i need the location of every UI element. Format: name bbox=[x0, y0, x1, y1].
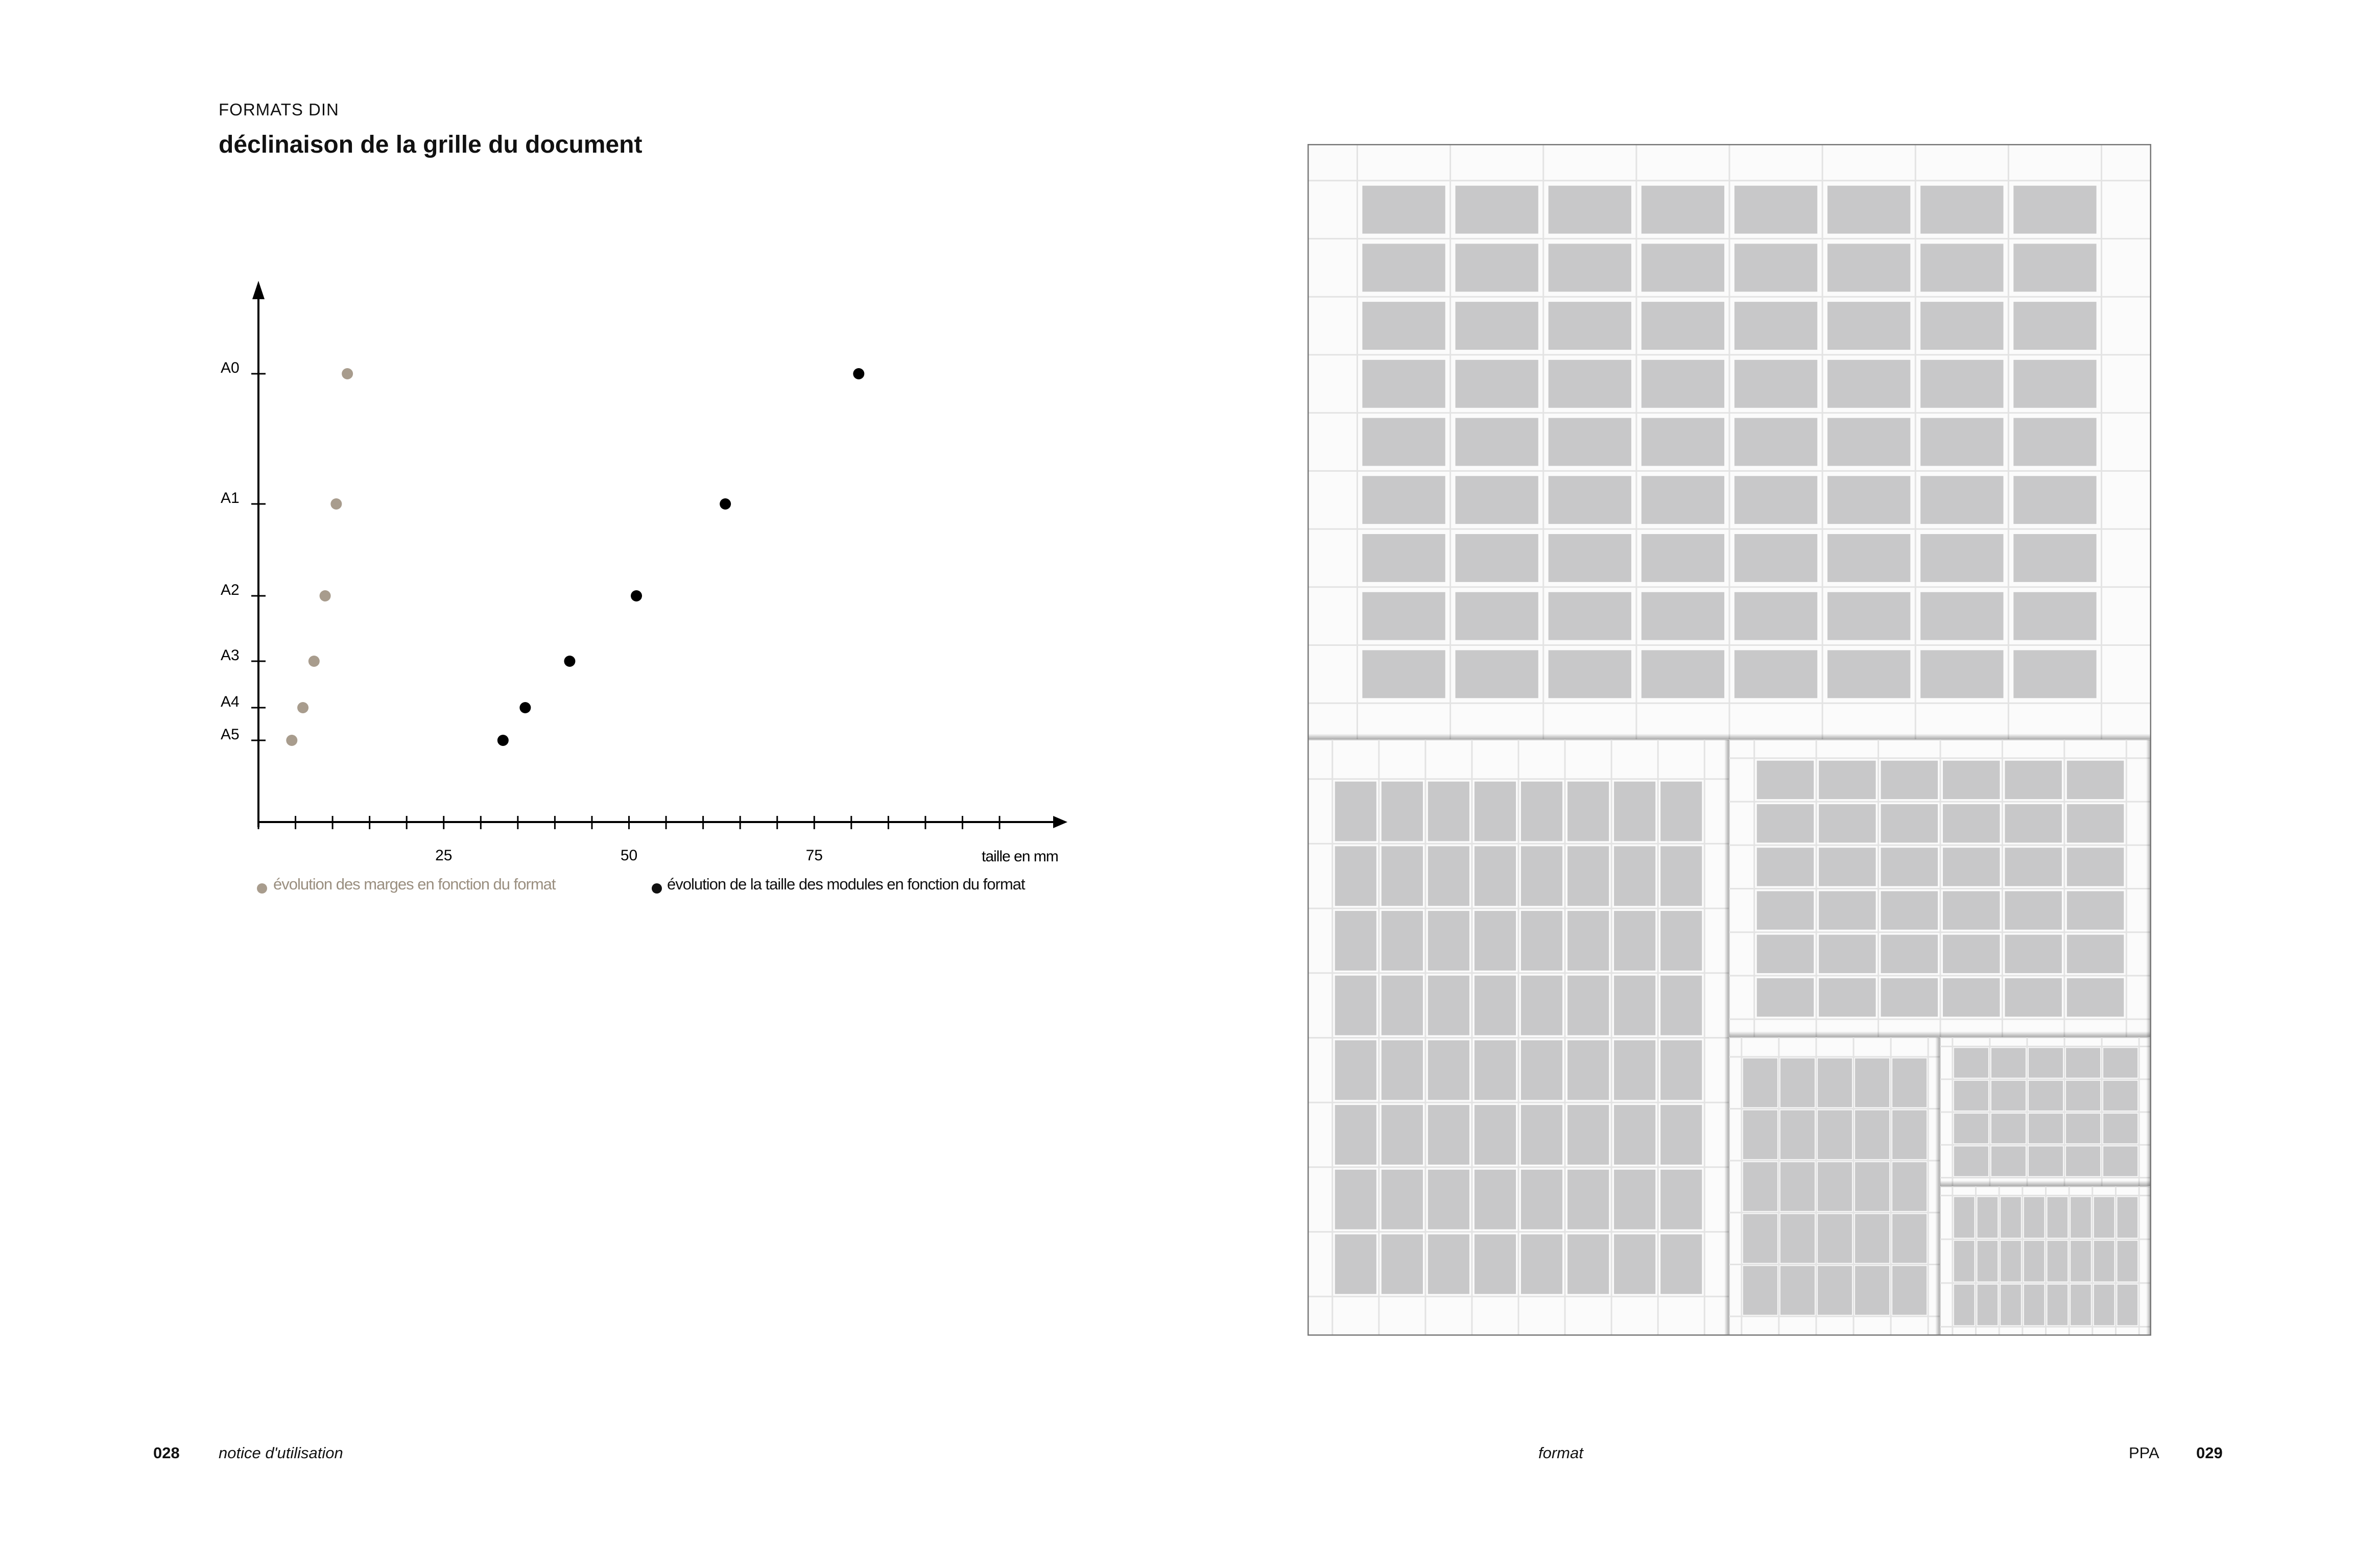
grid-module bbox=[1920, 418, 2003, 466]
grid-module bbox=[2094, 1285, 2114, 1325]
left-footer-label: notice d'utilisation bbox=[219, 1444, 343, 1462]
grid-module bbox=[1954, 1197, 1975, 1238]
grid-module bbox=[2005, 891, 2062, 929]
grid-module bbox=[1642, 186, 1724, 234]
grid-module bbox=[1757, 848, 1814, 886]
grid-module bbox=[1892, 1162, 1927, 1211]
grid-panel-a6 bbox=[1940, 1187, 2151, 1336]
grid-module bbox=[2067, 935, 2124, 973]
grid-module bbox=[2013, 302, 2096, 350]
y-tick-label: A0 bbox=[221, 359, 240, 376]
grid-module bbox=[2005, 804, 2062, 842]
grid-module bbox=[1991, 1081, 2026, 1111]
grid-module bbox=[1362, 302, 1445, 350]
grid-module bbox=[1819, 978, 1876, 1017]
x-tick-label: 75 bbox=[805, 847, 823, 864]
grid-module bbox=[1521, 1040, 1562, 1100]
grid-module bbox=[1920, 592, 2003, 640]
grid-module bbox=[2029, 1048, 2063, 1077]
grid-module bbox=[2005, 848, 2062, 886]
grid-module bbox=[1335, 1235, 1376, 1294]
grid-module bbox=[2103, 1081, 2137, 1111]
grid-module bbox=[1734, 244, 1817, 292]
grid-module bbox=[1382, 1170, 1423, 1229]
grid-module bbox=[1567, 976, 1609, 1035]
grid-module bbox=[2001, 1285, 2021, 1325]
grid-module bbox=[1642, 302, 1724, 350]
grid-module bbox=[1743, 1162, 1777, 1211]
grid-module bbox=[1382, 1105, 1423, 1165]
grid-module bbox=[1475, 1040, 1516, 1100]
grid-module bbox=[1567, 782, 1609, 841]
legend-modules: évolution de la taille des modules en fonction du format bbox=[667, 875, 1025, 893]
grid-module bbox=[1978, 1241, 1998, 1282]
grid-module bbox=[2024, 1285, 2045, 1325]
grid-module bbox=[1362, 650, 1445, 698]
grid-module bbox=[1521, 911, 1562, 971]
section-kicker: FORMATS DIN bbox=[219, 100, 339, 119]
grid-module bbox=[2066, 1048, 2100, 1077]
chart-axes bbox=[252, 281, 1067, 828]
grid-module bbox=[1881, 761, 1938, 799]
grid-module bbox=[1892, 1111, 1927, 1160]
grid-module bbox=[1954, 1285, 1975, 1325]
grid-module bbox=[1660, 1235, 1702, 1294]
grid-module bbox=[2103, 1146, 2137, 1176]
grid-module bbox=[1362, 418, 1445, 466]
module-point bbox=[519, 702, 531, 713]
grid-module bbox=[1954, 1114, 1988, 1143]
grid-module bbox=[1757, 935, 1814, 973]
grid-module bbox=[1827, 650, 1910, 698]
y-axis-arrow bbox=[252, 281, 265, 299]
grid-module bbox=[1978, 1285, 1998, 1325]
grid-module bbox=[1428, 846, 1469, 906]
grid-module bbox=[2001, 1241, 2021, 1282]
margin-point bbox=[297, 702, 308, 713]
x-axis-arrow bbox=[1053, 816, 1067, 828]
grid-module bbox=[1881, 804, 1938, 842]
grid-module bbox=[1362, 244, 1445, 292]
grid-module bbox=[1362, 360, 1445, 408]
grid-panel-a1 bbox=[1308, 144, 2151, 740]
grid-module bbox=[2024, 1241, 2045, 1282]
grid-module bbox=[1456, 360, 1538, 408]
grid-module bbox=[1954, 1241, 1975, 1282]
margin-point bbox=[320, 590, 331, 601]
grid-module bbox=[1660, 782, 1702, 841]
grid-module bbox=[1954, 1048, 1988, 1077]
margin-point bbox=[330, 498, 342, 510]
grid-module bbox=[1855, 1214, 1889, 1263]
data-points bbox=[286, 368, 864, 746]
module-point bbox=[564, 656, 575, 667]
grid-module bbox=[1549, 360, 1631, 408]
grid-module bbox=[1614, 1235, 1655, 1294]
grid-module bbox=[1642, 592, 1724, 640]
grid-module bbox=[1827, 360, 1910, 408]
grid-module bbox=[1567, 911, 1609, 971]
grid-module bbox=[1920, 360, 2003, 408]
grid-module bbox=[1734, 592, 1817, 640]
grid-module bbox=[1757, 804, 1814, 842]
grid-module bbox=[1456, 592, 1538, 640]
grid-module bbox=[1567, 1235, 1609, 1294]
grid-module bbox=[1335, 782, 1376, 841]
grid-module bbox=[1456, 534, 1538, 582]
x-tick-label: 25 bbox=[435, 847, 453, 864]
y-tick-label: A3 bbox=[221, 647, 240, 664]
grid-module bbox=[2013, 534, 2096, 582]
grid-module bbox=[1818, 1111, 1852, 1160]
grid-module bbox=[1382, 976, 1423, 1035]
grid-module bbox=[1818, 1162, 1852, 1211]
page-title: déclinaison de la grille du document bbox=[219, 131, 643, 158]
grid-module bbox=[1335, 911, 1376, 971]
grid-module bbox=[1549, 476, 1631, 524]
panel-shadow bbox=[1724, 740, 1729, 1336]
grid-module bbox=[1819, 935, 1876, 973]
grid-module bbox=[2013, 418, 2096, 466]
grid-module bbox=[1521, 1105, 1562, 1165]
grid-module bbox=[2103, 1114, 2137, 1143]
grid-module bbox=[1614, 846, 1655, 906]
module-point bbox=[631, 590, 642, 601]
grid-module bbox=[1428, 911, 1469, 971]
grid-module bbox=[1881, 978, 1938, 1017]
grid-module bbox=[1549, 302, 1631, 350]
grid-module bbox=[1382, 1235, 1423, 1294]
grid-module bbox=[1827, 476, 1910, 524]
grid-module bbox=[1881, 891, 1938, 929]
grid-module bbox=[2071, 1285, 2091, 1325]
grid-module bbox=[1734, 650, 1817, 698]
grid-module bbox=[1642, 418, 1724, 466]
grid-module bbox=[2117, 1285, 2137, 1325]
grid-module bbox=[2013, 360, 2096, 408]
grid-panel-a4 bbox=[1729, 1038, 1940, 1336]
grid-module bbox=[1549, 244, 1631, 292]
grid-module bbox=[1920, 186, 2003, 234]
grid-module bbox=[1660, 1105, 1702, 1165]
grid-module bbox=[1549, 186, 1631, 234]
grid-module bbox=[1827, 244, 1910, 292]
margin-point bbox=[342, 368, 353, 379]
grid-module bbox=[1521, 1235, 1562, 1294]
grid-module bbox=[1943, 848, 2000, 886]
grid-module bbox=[1757, 891, 1814, 929]
grid-module bbox=[1642, 476, 1724, 524]
grid-module bbox=[1780, 1111, 1815, 1160]
grid-module bbox=[1660, 976, 1702, 1035]
grid-module bbox=[1743, 1266, 1777, 1315]
grid-module bbox=[1567, 1170, 1609, 1229]
grid-module bbox=[1549, 592, 1631, 640]
grid-module bbox=[1335, 1105, 1376, 1165]
right-footer-label: PPA bbox=[2129, 1444, 2159, 1462]
grid-module bbox=[2029, 1081, 2063, 1111]
grid-module bbox=[1362, 534, 1445, 582]
grid-module bbox=[1827, 534, 1910, 582]
panel-shadow bbox=[1308, 734, 2151, 740]
grid-module bbox=[2067, 761, 2124, 799]
grid-module bbox=[1943, 891, 2000, 929]
grid-module bbox=[1827, 592, 1910, 640]
right-page-number: 029 bbox=[2196, 1444, 2223, 1462]
grid-module bbox=[1567, 1105, 1609, 1165]
x-axis-ticks bbox=[258, 816, 1058, 865]
grid-module bbox=[1475, 976, 1516, 1035]
grid-module bbox=[1734, 534, 1817, 582]
grid-module bbox=[2117, 1241, 2137, 1282]
grid-module bbox=[1428, 1105, 1469, 1165]
grid-module bbox=[1362, 592, 1445, 640]
grid-module bbox=[2024, 1197, 2045, 1238]
grid-module bbox=[1456, 244, 1538, 292]
grid-module bbox=[1855, 1266, 1889, 1315]
grid-module bbox=[1734, 186, 1817, 234]
grid-module bbox=[1734, 360, 1817, 408]
grid-format-illustration bbox=[1308, 144, 2151, 1336]
grid-module bbox=[2005, 978, 2062, 1017]
grid-module bbox=[1642, 650, 1724, 698]
grid-module bbox=[1780, 1162, 1815, 1211]
grid-module bbox=[1549, 418, 1631, 466]
grid-module bbox=[2013, 592, 2096, 640]
grid-module bbox=[1920, 476, 2003, 524]
grid-module bbox=[1920, 244, 2003, 292]
grid-module bbox=[1475, 1170, 1516, 1229]
grid-module bbox=[1521, 846, 1562, 906]
center-footer-label: format bbox=[1538, 1444, 1583, 1462]
grid-module bbox=[1475, 1105, 1516, 1165]
module-point bbox=[720, 498, 731, 510]
grid-module bbox=[1614, 1170, 1655, 1229]
grid-module bbox=[1827, 302, 1910, 350]
grid-module bbox=[2013, 650, 2096, 698]
grid-module bbox=[1521, 782, 1562, 841]
grid-module bbox=[1881, 848, 1938, 886]
grid-module bbox=[1855, 1058, 1889, 1107]
grid-module bbox=[1920, 302, 2003, 350]
panel-shadow bbox=[1729, 1031, 2151, 1038]
grid-module bbox=[1743, 1111, 1777, 1160]
grid-module bbox=[1456, 186, 1538, 234]
grid-module bbox=[1335, 976, 1376, 1035]
grid-module bbox=[2067, 978, 2124, 1017]
legend-marker-margins bbox=[257, 883, 267, 894]
grid-module bbox=[1819, 804, 1876, 842]
grid-module bbox=[1642, 534, 1724, 582]
grid-module bbox=[1567, 1040, 1609, 1100]
grid-module bbox=[1734, 476, 1817, 524]
grid-module bbox=[2071, 1197, 2091, 1238]
grid-panel-a3 bbox=[1729, 740, 2151, 1038]
grid-module bbox=[2067, 848, 2124, 886]
grid-module bbox=[1521, 1170, 1562, 1229]
grid-module bbox=[1855, 1162, 1889, 1211]
grid-module bbox=[1743, 1214, 1777, 1263]
left-page-number: 028 bbox=[153, 1444, 180, 1462]
grid-module bbox=[2013, 186, 2096, 234]
grid-module bbox=[1660, 1170, 1702, 1229]
grid-module bbox=[1892, 1214, 1927, 1263]
grid-module bbox=[1428, 1235, 1469, 1294]
grid-module bbox=[1614, 911, 1655, 971]
grid-module bbox=[2029, 1114, 2063, 1143]
grid-module bbox=[1881, 935, 1938, 973]
grid-module bbox=[1456, 650, 1538, 698]
y-tick-label: A5 bbox=[221, 726, 240, 743]
grid-module bbox=[2066, 1146, 2100, 1176]
grid-module bbox=[1362, 476, 1445, 524]
grid-module bbox=[1734, 418, 1817, 466]
grid-module bbox=[1943, 804, 2000, 842]
grid-module bbox=[1954, 1146, 1988, 1176]
legend-margins: évolution des marges en fonction du format bbox=[273, 875, 556, 893]
grid-module bbox=[2094, 1241, 2114, 1282]
grid-module bbox=[1642, 360, 1724, 408]
grid-module bbox=[1954, 1081, 1988, 1111]
grid-module bbox=[1827, 418, 1910, 466]
grid-module bbox=[1362, 186, 1445, 234]
grid-module bbox=[1743, 1058, 1777, 1107]
grid-module bbox=[2071, 1241, 2091, 1282]
grid-module bbox=[1456, 418, 1538, 466]
grid-module bbox=[1614, 782, 1655, 841]
grid-module bbox=[1660, 911, 1702, 971]
grid-module bbox=[1780, 1266, 1815, 1315]
grid-module bbox=[1734, 302, 1817, 350]
grid-module bbox=[2048, 1285, 2068, 1325]
grid-module bbox=[1757, 761, 1814, 799]
grid-module bbox=[1660, 846, 1702, 906]
grid-module bbox=[1818, 1214, 1852, 1263]
grid-module bbox=[2005, 761, 2062, 799]
x-axis-label: taille en mm bbox=[982, 848, 1058, 865]
module-point bbox=[853, 368, 864, 379]
grid-module bbox=[2066, 1114, 2100, 1143]
grid-module bbox=[1428, 976, 1469, 1035]
grid-module bbox=[1549, 534, 1631, 582]
x-tick-label: 50 bbox=[620, 847, 638, 864]
grid-module bbox=[1382, 1040, 1423, 1100]
grid-module bbox=[1780, 1214, 1815, 1263]
grid-module bbox=[1475, 1235, 1516, 1294]
grid-module bbox=[1549, 650, 1631, 698]
grid-module bbox=[1428, 1170, 1469, 1229]
grid-module bbox=[1335, 1170, 1376, 1229]
grid-module bbox=[1642, 244, 1724, 292]
grid-panel-a5 bbox=[1940, 1038, 2151, 1187]
grid-module bbox=[1456, 476, 1538, 524]
grid-module bbox=[1475, 911, 1516, 971]
grid-module bbox=[1475, 846, 1516, 906]
grid-module bbox=[2048, 1197, 2068, 1238]
grid-module bbox=[2013, 476, 2096, 524]
grid-module bbox=[1819, 891, 1876, 929]
grid-module bbox=[1382, 911, 1423, 971]
grid-module bbox=[1614, 976, 1655, 1035]
grid-module bbox=[2094, 1197, 2114, 1238]
grid-module bbox=[1614, 1040, 1655, 1100]
scatter-chart bbox=[194, 276, 1083, 878]
grid-module bbox=[1892, 1266, 1927, 1315]
grid-panel-a2 bbox=[1308, 740, 1729, 1336]
grid-module bbox=[2103, 1048, 2137, 1077]
grid-module bbox=[2117, 1197, 2137, 1238]
grid-module bbox=[2005, 935, 2062, 973]
y-tick-label: A1 bbox=[221, 490, 240, 506]
grid-module bbox=[1920, 534, 2003, 582]
grid-module bbox=[2067, 804, 2124, 842]
grid-module bbox=[1780, 1058, 1815, 1107]
panel-shadow bbox=[1940, 1180, 2151, 1187]
grid-module bbox=[1943, 935, 2000, 973]
grid-module bbox=[1827, 186, 1910, 234]
grid-module bbox=[2066, 1081, 2100, 1111]
grid-module bbox=[1335, 846, 1376, 906]
grid-module bbox=[1660, 1040, 1702, 1100]
margin-point bbox=[286, 735, 297, 746]
y-tick-label: A4 bbox=[221, 693, 240, 710]
grid-module bbox=[1892, 1058, 1927, 1107]
grid-module bbox=[1920, 650, 2003, 698]
grid-module bbox=[1855, 1111, 1889, 1160]
grid-module bbox=[1521, 976, 1562, 1035]
grid-module bbox=[1382, 782, 1423, 841]
y-tick-label: A2 bbox=[221, 582, 240, 598]
panel-shadow bbox=[1935, 1038, 1940, 1336]
grid-module bbox=[1819, 761, 1876, 799]
grid-module bbox=[1428, 1040, 1469, 1100]
grid-module bbox=[1991, 1146, 2026, 1176]
grid-module bbox=[1943, 761, 2000, 799]
grid-module bbox=[1943, 978, 2000, 1017]
legend-marker-modules bbox=[652, 883, 662, 894]
grid-module bbox=[1818, 1266, 1852, 1315]
grid-module bbox=[1475, 782, 1516, 841]
grid-module bbox=[1382, 846, 1423, 906]
grid-module bbox=[1456, 302, 1538, 350]
grid-module bbox=[1428, 782, 1469, 841]
grid-module bbox=[1757, 978, 1814, 1017]
grid-module bbox=[1567, 846, 1609, 906]
grid-module bbox=[1818, 1058, 1852, 1107]
module-point bbox=[497, 735, 509, 746]
grid-module bbox=[1335, 1040, 1376, 1100]
grid-module bbox=[2067, 891, 2124, 929]
grid-module bbox=[1614, 1105, 1655, 1165]
grid-module bbox=[1991, 1048, 2026, 1077]
grid-module bbox=[1991, 1114, 2026, 1143]
margin-point bbox=[308, 656, 320, 667]
grid-module bbox=[2048, 1241, 2068, 1282]
grid-module bbox=[2029, 1146, 2063, 1176]
grid-module bbox=[2001, 1197, 2021, 1238]
grid-module bbox=[1819, 848, 1876, 886]
grid-module bbox=[2013, 244, 2096, 292]
grid-module bbox=[1978, 1197, 1998, 1238]
